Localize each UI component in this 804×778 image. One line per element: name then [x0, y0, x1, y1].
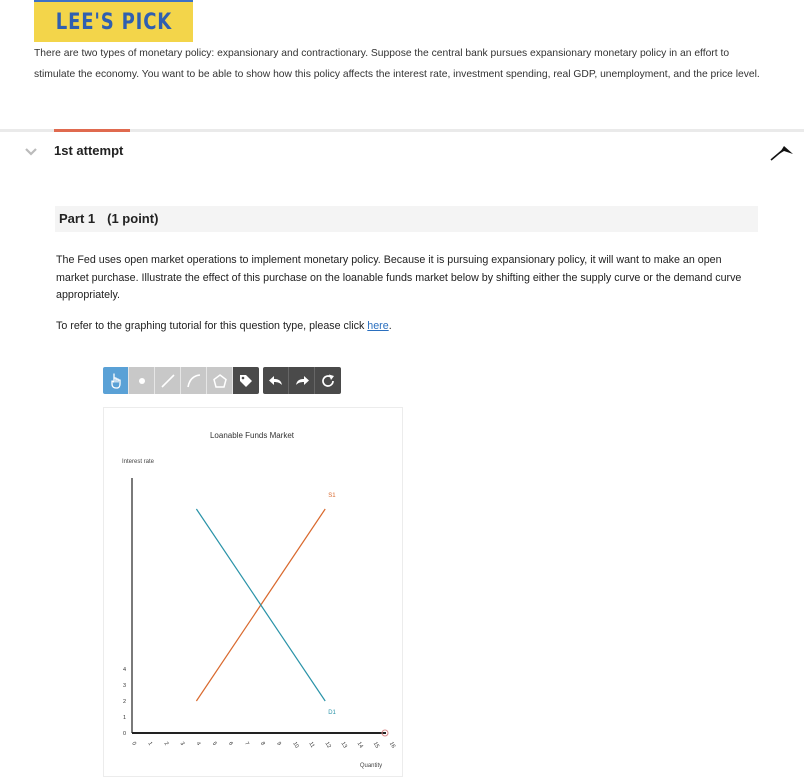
curve-icon	[186, 373, 202, 389]
y-axis-label: Interest rate	[122, 459, 155, 465]
part-points: (1 point)	[107, 211, 159, 226]
y-ticks	[123, 667, 126, 737]
y-tick-label: 1	[122, 715, 126, 721]
tutorial-prefix: To refer to the graphing tutorial for this question type, please click	[56, 320, 368, 332]
y-tick-label: 4	[122, 667, 126, 673]
line-icon	[160, 373, 176, 389]
logo-text: LEE'S PICK	[55, 9, 172, 35]
x-tick-label: 8	[259, 741, 266, 747]
tutorial-link[interactable]: here	[367, 320, 389, 332]
chart-title: Loanable Funds Market	[209, 431, 295, 440]
label-tool-button[interactable]	[233, 367, 259, 394]
x-tick-label: 4	[194, 741, 202, 747]
point-tool-button[interactable]	[129, 367, 155, 394]
graph-toolbar	[103, 367, 345, 394]
x-tick-label: 16	[387, 741, 397, 750]
x-tick-label: 15	[371, 741, 381, 750]
s1-label: S1	[328, 493, 336, 499]
collapse-arrow-icon[interactable]	[769, 143, 795, 165]
undo-icon	[268, 374, 284, 388]
attempt-title[interactable]: 1st attempt	[54, 143, 124, 158]
redo-button[interactable]	[289, 367, 315, 394]
x-tick-label: 3	[178, 741, 186, 747]
pentagon-icon	[212, 373, 228, 389]
part-label: Part 1	[59, 211, 96, 226]
tutorial-suffix: .	[388, 320, 392, 332]
x-tick-label: 11	[307, 741, 316, 749]
x-axis-label: Quantity	[359, 763, 383, 769]
chevron-down-icon[interactable]	[24, 146, 38, 158]
tag-icon	[238, 373, 254, 389]
x-tick-label: 7	[242, 741, 250, 747]
x-tick-label: 0	[130, 741, 137, 747]
x-ticks	[130, 741, 396, 749]
x-tick-label: 5	[210, 741, 218, 747]
redo-icon	[294, 374, 310, 388]
drawing-tools-group	[103, 367, 259, 394]
part-header	[55, 206, 758, 232]
site-logo	[34, 0, 193, 42]
graph-panel[interactable]	[103, 407, 403, 777]
question-text: The Fed uses open market operations to implement monetary policy. Because it is pursuing expansionary policy, it will want to make an open market purchase. Illustrate the effect of this purchase on the loanable funds market below by shifting either the supply curve or the demand curve appropriately.	[56, 254, 742, 301]
y-tick-label: 0	[122, 731, 126, 737]
x-tick-label: 13	[339, 741, 348, 750]
x-tick-label: 14	[355, 741, 364, 750]
history-tools-group	[263, 367, 341, 394]
undo-button[interactable]	[263, 367, 289, 394]
x-tick-label: 2	[162, 741, 170, 747]
curves-layer	[196, 493, 336, 716]
curve-tool-button[interactable]	[181, 367, 207, 394]
loanable-funds-chart[interactable]	[104, 408, 404, 778]
x-tick-label: 9	[275, 741, 282, 747]
reset-button[interactable]	[315, 367, 341, 394]
refresh-icon	[320, 373, 336, 389]
dot-icon	[137, 376, 147, 386]
line-tool-button[interactable]	[155, 367, 181, 394]
intro-text: There are two types of monetary policy: expansionary and contractionary. Suppose the central bank pursues expansionary monetary policy in an effort to stimulate the economy. You want to be able to show how this policy affects the interest rate, investment spending, real GDP, unemployment, and the price level.	[34, 48, 760, 80]
polygon-tool-button[interactable]	[207, 367, 233, 394]
pointer-tool-button[interactable]	[103, 367, 129, 394]
x-tick-label: 10	[291, 741, 300, 750]
attempt-tab-indicator	[54, 129, 130, 132]
hand-pointer-icon	[109, 373, 123, 389]
x-tick-label: 1	[146, 741, 154, 747]
y-tick-label: 3	[122, 683, 126, 689]
y-tick-label: 2	[122, 699, 126, 705]
x-tick-label: 12	[323, 741, 332, 750]
x-tick-label: 6	[226, 741, 234, 747]
d1-label: D1	[328, 710, 336, 716]
tutorial-line	[56, 320, 392, 332]
